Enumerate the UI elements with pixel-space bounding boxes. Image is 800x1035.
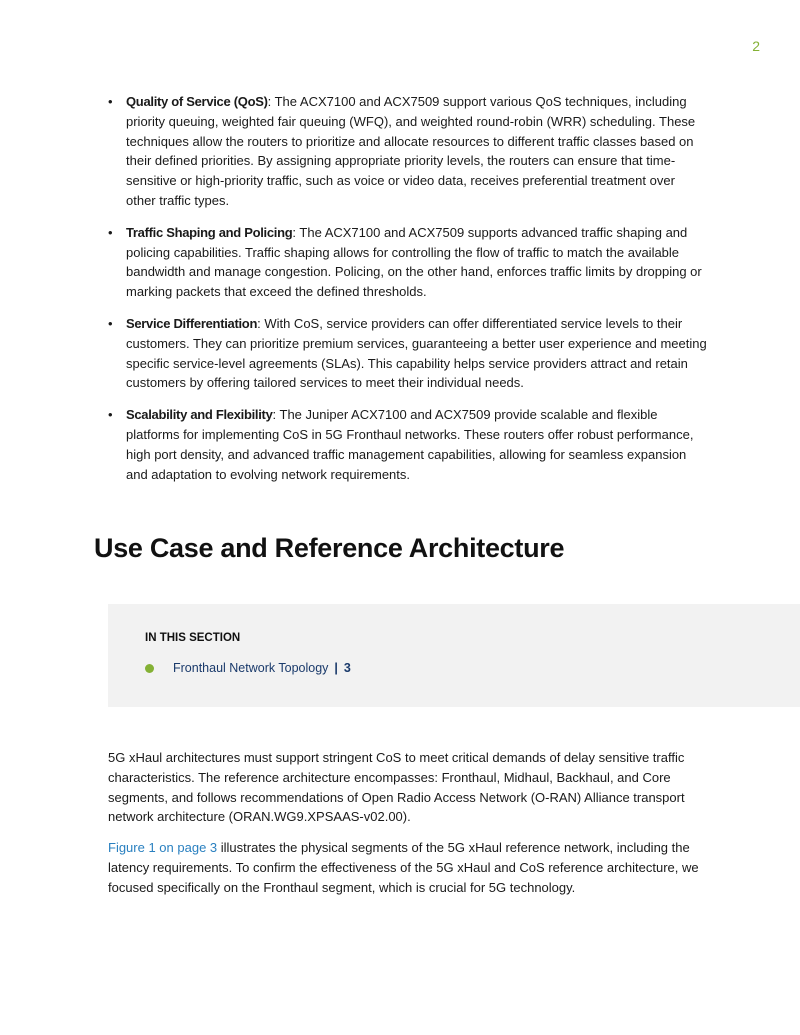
bullet-dot-icon: •: [108, 94, 113, 109]
bullet-item-scalability: [108, 405, 708, 484]
green-dot-icon: [145, 664, 154, 673]
body-paragraph: 5G xHaul architectures must support stringent CoS to meet critical demands of delay sensitive traffic characteristics. The reference architecture encompasses: Fronthaul, Midhaul, Backhaul, and Core segments, and follows recommendations of Open Radio Access Network (O-RAN) Alliance transport network architecture (ORAN.WG9.XPSAAS-v02.00).: [108, 750, 685, 825]
toc-separator: |: [334, 661, 338, 675]
bullet-term: Service Differentiation: [126, 315, 258, 331]
figure-1-link[interactable]: Figure 1 on page 3: [108, 840, 218, 855]
bullet-text: : With CoS, service providers can offer differentiated service levels to their customers. They can prioritize premium services, guaranteeing a better user experience and meeting specific service-level agreements (SLAs). This capability helps service providers attract and retain customers by offering tailored services to meet their individual needs.: [126, 315, 707, 391]
bullet-dot-icon: •: [108, 224, 113, 240]
toc-page-number[interactable]: 3: [343, 661, 351, 675]
bullet-text: : The ACX7100 and ACX7509 support various QoS techniques, including priority queuing, weighted fair queuing (WFQ), and weighted round-robin (WRR) scheduling. These techniques allow the routers to prioritize and allocate resources to different traffic classes based on their defined priorities. By assigning appropriate priority levels, the routers can ensure that time-sensitive or high-priority traffic, such as voice or video data, receives preferential treatment over other traffic types.: [126, 94, 696, 208]
in-this-section-box: [108, 604, 800, 707]
body-paragraph-text: illustrates the physical segments of the 5G xHaul reference network, including the latency requirements. To confirm the effectiveness of the 5G xHaul and CoS reference architecture, we focused specifically on the Fronthaul segment, which is crucial for 5G technology.: [108, 840, 699, 895]
feature-bullet-list: [108, 92, 708, 496]
bullet-text: : The ACX7100 and ACX7509 supports advanced traffic shaping and policing capabilities. Traffic shaping allows for controlling the flow of traffic to match the available bandwidth and manage congestion. Policing, on the other hand, enforces traffic limits by dropping or marking packets that exceed the defined thresholds.: [126, 224, 702, 300]
page-number: 2: [752, 38, 760, 54]
section-heading: Use Case and Reference Architecture: [94, 533, 565, 563]
bullet-item-traffic-shaping: [108, 223, 708, 302]
bullet-dot-icon: •: [108, 407, 113, 423]
bullet-dot-icon: •: [108, 315, 113, 331]
bullet-term: Quality of Service (QoS): [126, 94, 268, 109]
bullet-term: Traffic Shaping and Policing: [126, 224, 293, 240]
body-paragraph-figure-ref: [108, 838, 708, 897]
toc-item-fronthaul-topology: [145, 661, 351, 675]
toc-link-fronthaul-topology[interactable]: Fronthaul Network Topology: [173, 661, 329, 675]
bullet-item-qos: [108, 92, 708, 211]
bullet-term: Scalability and Flexibility: [126, 407, 273, 423]
in-this-section-label: IN THIS SECTION: [145, 632, 241, 644]
bullet-text: : The Juniper ACX7100 and ACX7509 provide scalable and flexible platforms for implementing CoS in 5G Fronthaul networks. These routers offer robust performance, high port density, and advanced traffic management capabilities, allowing for seamless expansion and adaptation to evolving network requirements.: [126, 407, 694, 482]
bullet-item-service-differentiation: [108, 314, 708, 393]
